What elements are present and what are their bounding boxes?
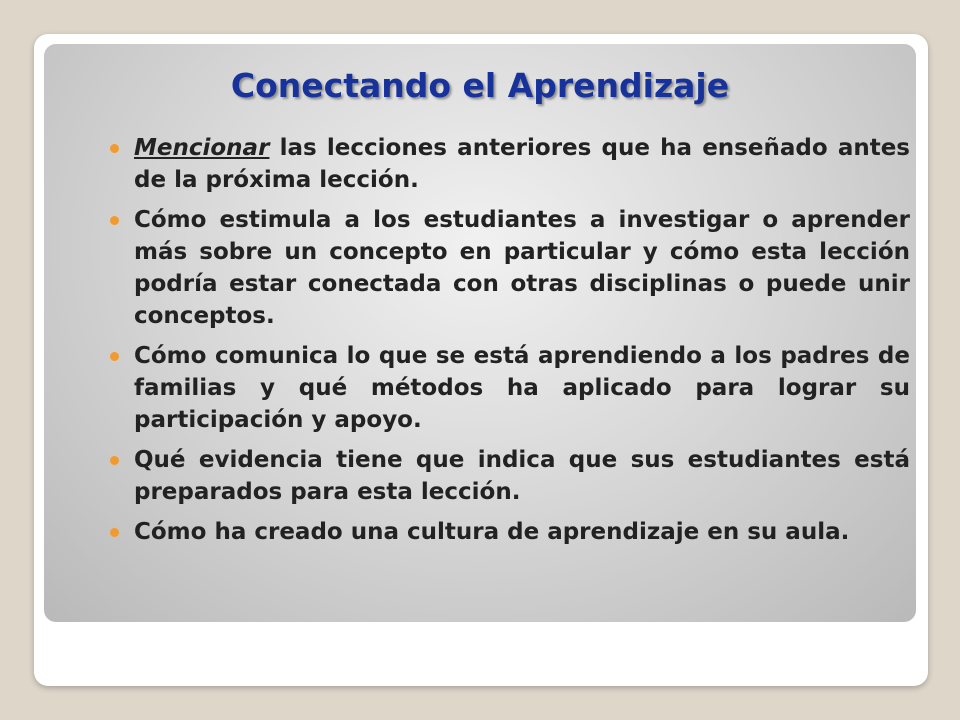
bullet-text: Cómo comunica lo que se está aprendiendo a los padres de familias y qué métodos ha aplicado para lograr su participación y apoyo. bbox=[134, 343, 910, 433]
bullet-dot-icon bbox=[110, 352, 119, 361]
bullet-dot-icon bbox=[110, 528, 119, 537]
bullet-dot-icon bbox=[110, 144, 119, 153]
bullet-dot-icon bbox=[110, 456, 119, 465]
slide-title: Conectando el Aprendizaje bbox=[230, 66, 730, 105]
bullet-item bbox=[110, 204, 910, 332]
bullet-text: las lecciones anteriores que ha enseñado antes de la próxima lección. bbox=[134, 135, 910, 193]
bullet-list bbox=[110, 132, 910, 556]
bullet-text: Cómo ha creado una cultura de aprendizaje en su aula. bbox=[134, 519, 850, 545]
bullet-item bbox=[110, 340, 910, 436]
bullet-dot-icon bbox=[110, 216, 119, 225]
bullet-item bbox=[110, 516, 910, 548]
bullet-text: Cómo estimula a los estudiantes a investigar o aprender más sobre un concepto en particular y cómo esta lección podría estar conectada con otras disciplinas o puede unir conceptos. bbox=[134, 207, 910, 329]
bullet-lead-word: Mencionar bbox=[134, 135, 270, 161]
bullet-text: Qué evidencia tiene que indica que sus estudiantes está preparados para esta lección. bbox=[134, 447, 910, 505]
bullet-item bbox=[110, 444, 910, 508]
bullet-item bbox=[110, 132, 910, 196]
